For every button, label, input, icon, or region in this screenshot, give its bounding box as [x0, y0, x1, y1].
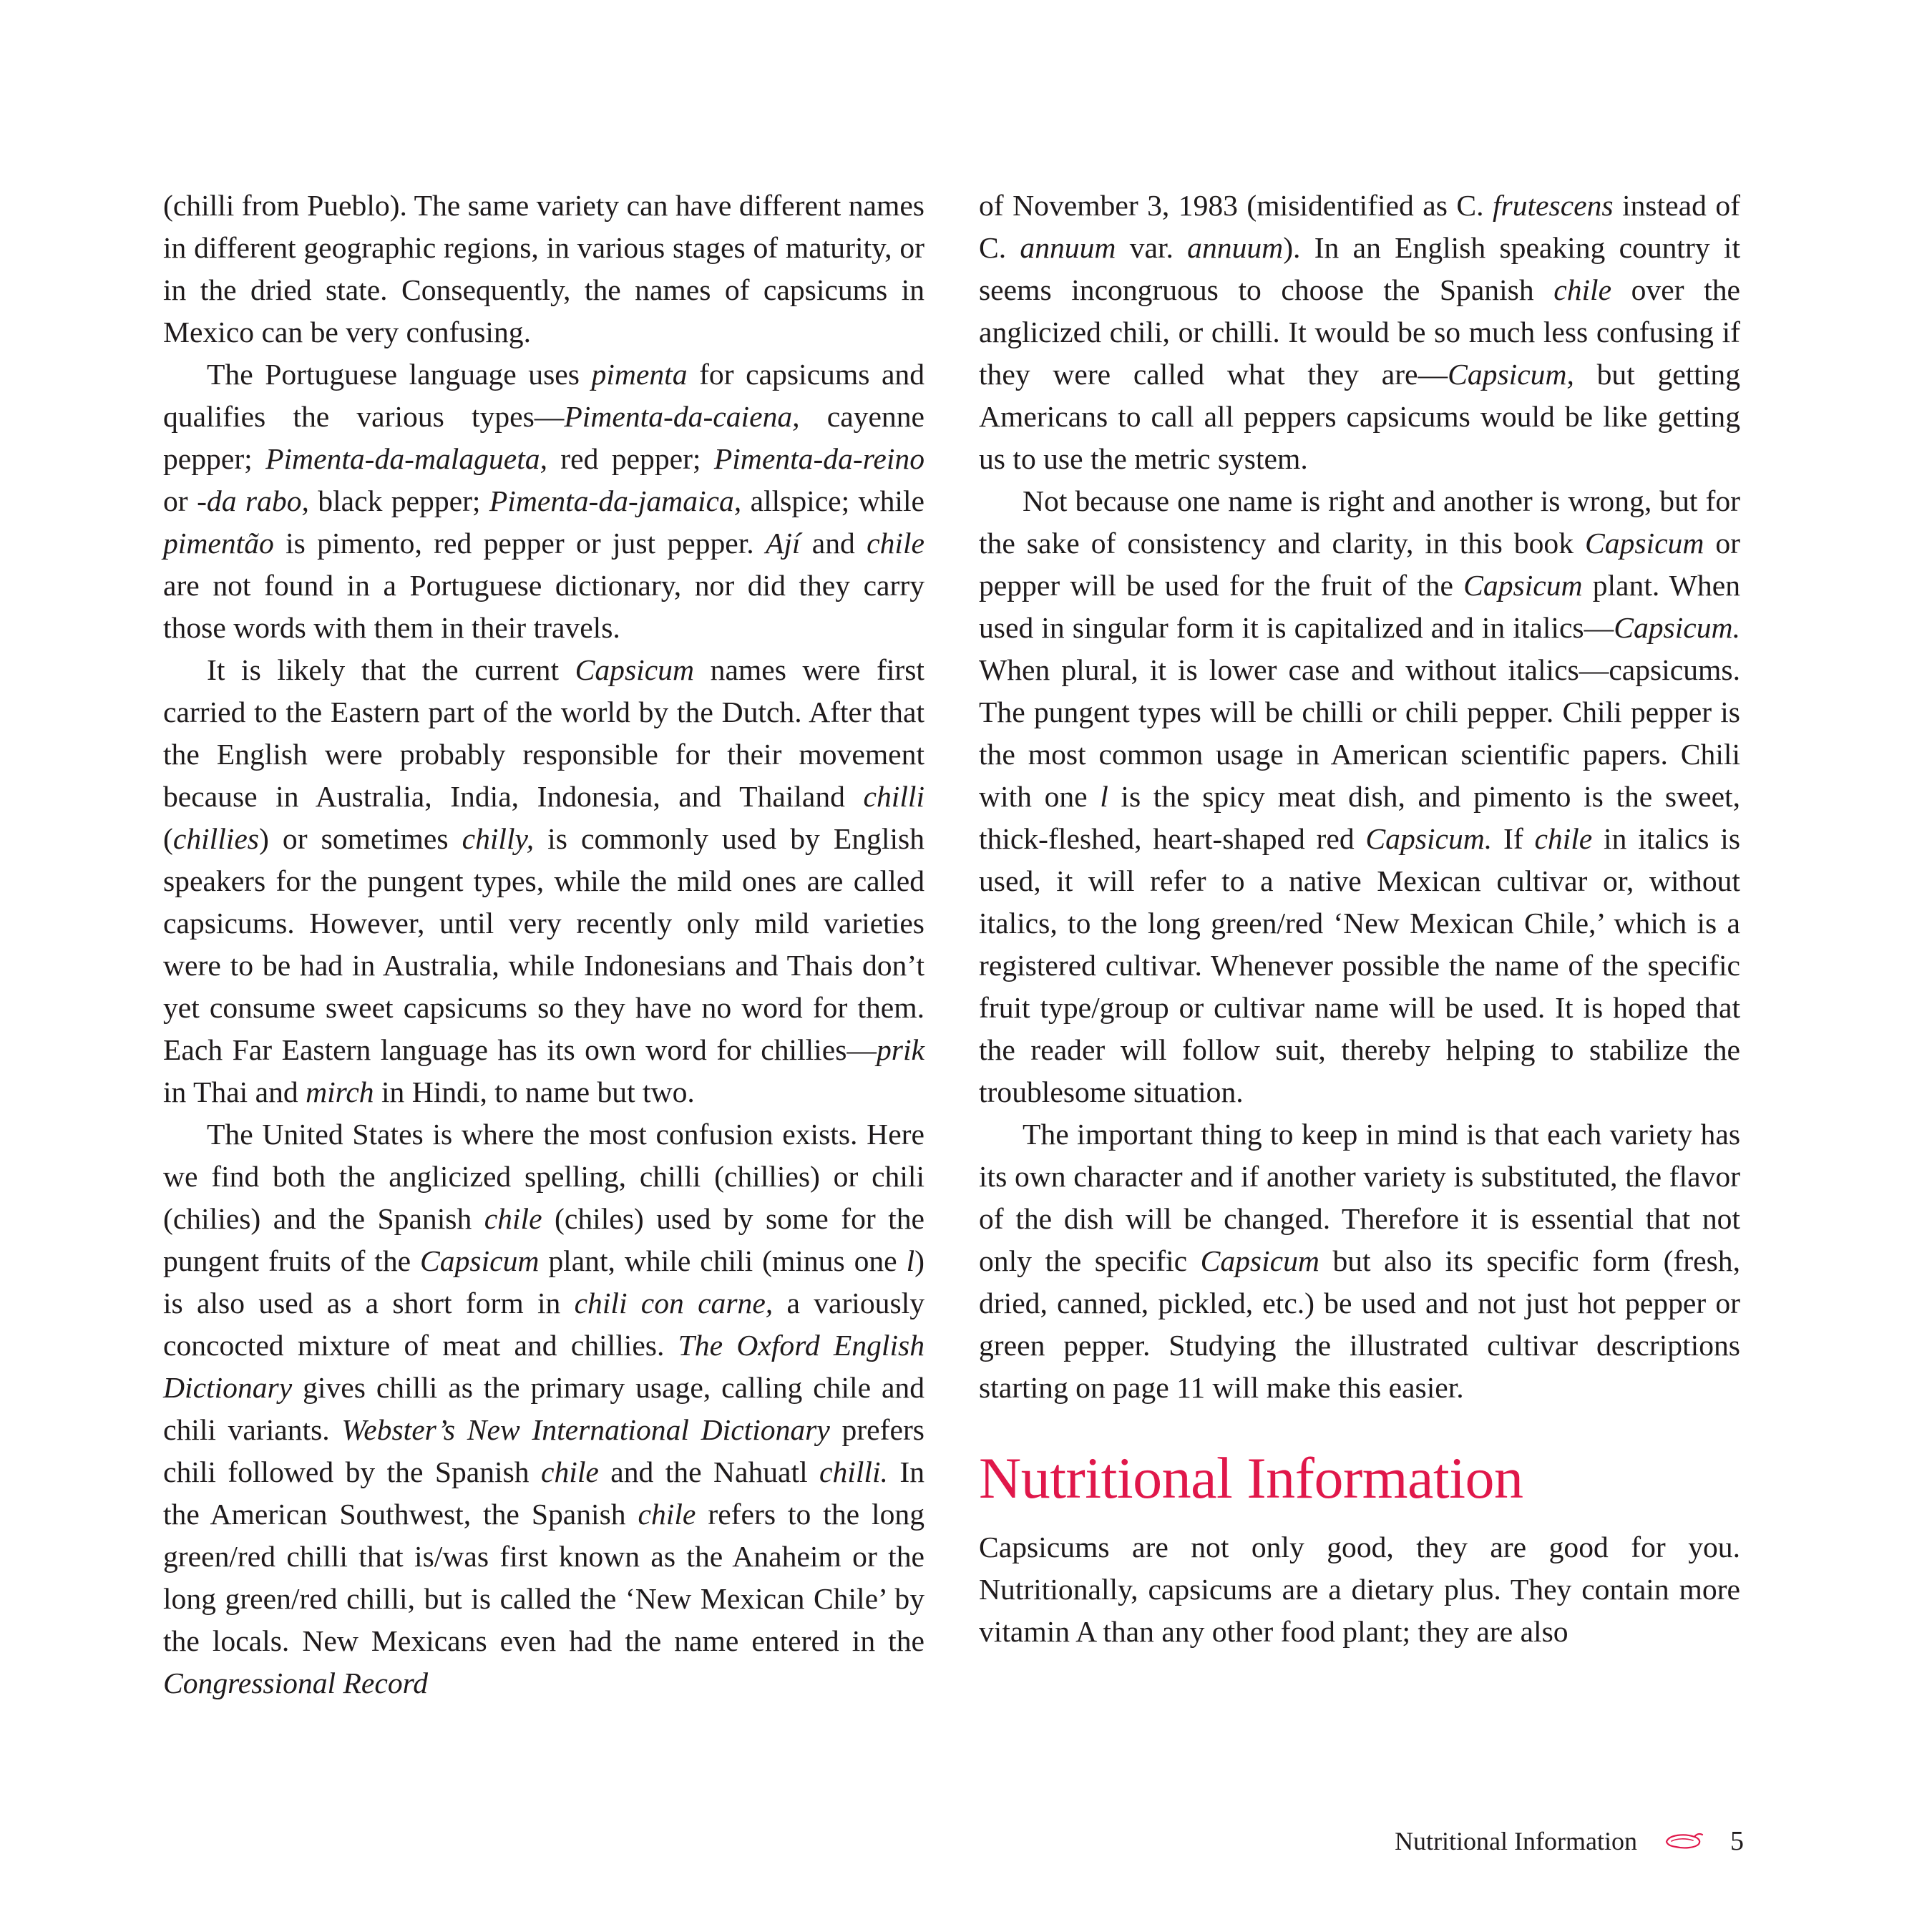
- right-column: [979, 185, 1740, 1653]
- italic-text: chile: [1553, 273, 1612, 306]
- text-run: plant. When used in singular form it is capitalized and in italics—: [979, 569, 1740, 644]
- running-head: Nutritional Information: [1395, 1827, 1637, 1855]
- italic-text: -da rabo,: [197, 484, 309, 517]
- text-run: Capsicums are not only good, they are good for you. Nutritionally, capsicums are a dietary plus. They contain more vitamin A than any other food plant; they are also: [979, 1531, 1740, 1648]
- text-run: instead of C.: [979, 189, 1740, 264]
- italic-text: frutescens: [1492, 189, 1614, 222]
- text-run: in Thai and: [163, 1075, 306, 1108]
- text-run: plant, while chili (minus one: [539, 1244, 907, 1277]
- italic-text: chillies: [172, 822, 259, 855]
- page-number: 5: [1730, 1826, 1744, 1856]
- page-footer: [1395, 1823, 1744, 1859]
- chili-pepper-icon: [1663, 1830, 1704, 1852]
- italic-text: chili con carne,: [574, 1287, 774, 1319]
- italic-text: chilli.: [819, 1455, 888, 1488]
- text-run: is the spicy meat dish, and pimento is the sweet, thick-fleshed, heart-shaped red: [979, 780, 1740, 855]
- text-run: gives chilli as the primary usage, calling chile and chili variants.: [163, 1371, 924, 1446]
- italic-text: Capsicum.: [1365, 822, 1493, 855]
- text-run: of November 3, 1983 (misidentified as C.: [979, 189, 1493, 222]
- text-run: ). In an English speaking country it seems incongruous to choose the Spanish: [979, 231, 1741, 306]
- italic-text: Pimenta-da-reino: [713, 442, 924, 475]
- italic-text: chile: [867, 527, 924, 560]
- text-run: and: [800, 527, 867, 560]
- italic-text: Capsicum: [420, 1244, 540, 1277]
- text-run: refers to the long green/red chilli that is/was first known as the Anaheim or the long green/red chilli, but is called the ‘New Mexican Chile’ by the locals. New Mexicans even had the name entered in the: [163, 1498, 924, 1657]
- text-run: and the Nahuatl: [598, 1455, 820, 1488]
- italic-text: annuum: [1020, 231, 1116, 264]
- italic-text: Capsicum: [1463, 569, 1583, 602]
- paragraph: [163, 353, 924, 649]
- text-run: in Hindi, to name but two.: [374, 1075, 695, 1108]
- text-run: ) or sometimes: [259, 822, 462, 855]
- text-run: are not found in a Portuguese dictionary, nor did they carry those words with them in their travels.: [163, 569, 924, 644]
- italic-text: Capsicum: [1584, 527, 1704, 560]
- text-run: ) is also used as a short form in: [163, 1244, 925, 1319]
- italic-text: Capsicum,: [1448, 358, 1574, 391]
- text-run: is commonly used by English speakers for the pungent types, while the mild ones are called capsicums. However, until very recently only mild varieties were to be had in Australia, while Indonesians and Thais don’t yet consume sweet capsicums so they have no word for them. Each Far Eastern language has its own word for chillies—: [163, 822, 925, 1066]
- text-run: or pepper will be used for the fruit of the: [979, 527, 1740, 602]
- text-run: black pepper;: [308, 484, 489, 517]
- text-run: over the anglicized chili, or chilli. It would be so much less confusing if they were called what they are—: [979, 273, 1740, 391]
- italic-text: The Oxford English Dictionary: [163, 1329, 924, 1404]
- text-run: The United States is where the most confusion exists. Here we find both the anglicized spelling, chilli (chillies) or chili (chilies) and the Spanish: [163, 1118, 924, 1235]
- paragraph: [163, 649, 924, 1113]
- text-run: a variously concocted mixture of meat and chillies.: [163, 1287, 924, 1362]
- italic-text: Congressional Record: [163, 1667, 429, 1699]
- italic-text: chile: [1534, 822, 1593, 855]
- text-run: prefers chili followed by the Spanish: [163, 1413, 924, 1488]
- italic-text: chile: [484, 1202, 542, 1235]
- text-run: var.: [1116, 231, 1188, 264]
- italic-text: Capsicum: [1200, 1244, 1319, 1277]
- italic-text: Pimenta-da-jamaica,: [489, 484, 742, 517]
- left-column: [163, 185, 924, 1704]
- italic-text: chile: [541, 1455, 599, 1488]
- text-run: Not because one name is right and another is wrong, but for the sake of consistency and clarity, in this book: [979, 484, 1740, 560]
- text-run: If: [1492, 822, 1535, 855]
- italic-text: mirch: [306, 1075, 374, 1108]
- italic-text: Pimenta-da-malagueta,: [265, 442, 547, 475]
- text-run: When plural, it is lower case and without italics—capsicums. The pungent types will be chilli or chili pepper. Chili pepper is the most common usage in American scientific papers. Chili with one: [979, 653, 1740, 813]
- text-run: In the American Southwest, the Spanish: [163, 1455, 924, 1531]
- italic-text: l: [1100, 780, 1108, 813]
- text-run: (chiles) used by some for the pungent fruits of the: [163, 1202, 924, 1277]
- paragraph: [979, 1526, 1740, 1653]
- italic-text: pimenta: [591, 358, 688, 391]
- text-run: It is likely that the current: [207, 653, 575, 686]
- italic-text: annuum: [1187, 231, 1284, 264]
- italic-text: chilli: [863, 780, 924, 813]
- italic-text: chilly,: [462, 822, 535, 855]
- text-run: for capsicums and qualifies the various types—: [163, 358, 925, 433]
- italic-text: l: [906, 1244, 915, 1277]
- paragraph: [979, 185, 1740, 480]
- italic-text: Pimenta-da-caiena,: [564, 400, 800, 433]
- text-run: names were first carried to the Eastern part of the world by the Dutch. After that the English were probably responsible for their movement because in Australia, India, Indonesia, and Thailand: [163, 653, 924, 813]
- text-run: allspice; while: [741, 484, 925, 517]
- text-run: (: [163, 822, 173, 855]
- italic-text: Ají: [765, 527, 801, 560]
- paragraph: [163, 1113, 924, 1704]
- text-run: (chilli from Pueblo). The same variety can have different names in different geographic regions, in various stages of maturity, or in the dried state. Consequently, the names of capsicums in Mexico can be very confusing.: [163, 189, 924, 348]
- paragraph: [979, 480, 1740, 1113]
- text-run: in italics is used, it will refer to a native Mexican cultivar or, without italics, to the long green/red ‘New Mexican Chile,’ which is a registered cultivar. Whenever possible the name of the specific fruit type/group or cultivar name will be used. It is hoped that the reader will follow suit, thereby helping to stabilize the troublesome situation.: [979, 822, 1741, 1108]
- section-heading: Nutritional Information: [979, 1445, 1523, 1511]
- text-run: or: [163, 484, 197, 517]
- text-run: cayenne pepper;: [163, 400, 924, 475]
- italic-text: Webster’s New International Dictionary: [341, 1413, 830, 1446]
- italic-text: Capsicum.: [1614, 611, 1740, 644]
- paragraph: [979, 1113, 1740, 1409]
- text-run: is pimento, red pepper or just pepper.: [273, 527, 766, 560]
- text-run: The important thing to keep in mind is that each variety has its own character and if another variety is substituted, the flavor of the dish will be changed. Therefore it is essential that not only the specific: [979, 1118, 1740, 1277]
- text-run: The Portuguese language uses: [207, 358, 592, 391]
- italic-text: pimentão: [163, 527, 274, 560]
- text-run: but also its specific form (fresh, dried, canned, pickled, etc.) be used and not just hot pepper or green pepper. Studying the illustrated cultivar descriptions starting on page 11 will make this easier.: [979, 1244, 1740, 1404]
- italic-text: chile: [638, 1498, 696, 1531]
- italic-text: Capsicum: [575, 653, 695, 686]
- text-run: but getting Americans to call all peppers capsicums would be like getting us to use the metric system.: [979, 358, 1741, 475]
- paragraph: [163, 185, 924, 353]
- text-run: red pepper;: [547, 442, 714, 475]
- italic-text: prik: [876, 1033, 924, 1066]
